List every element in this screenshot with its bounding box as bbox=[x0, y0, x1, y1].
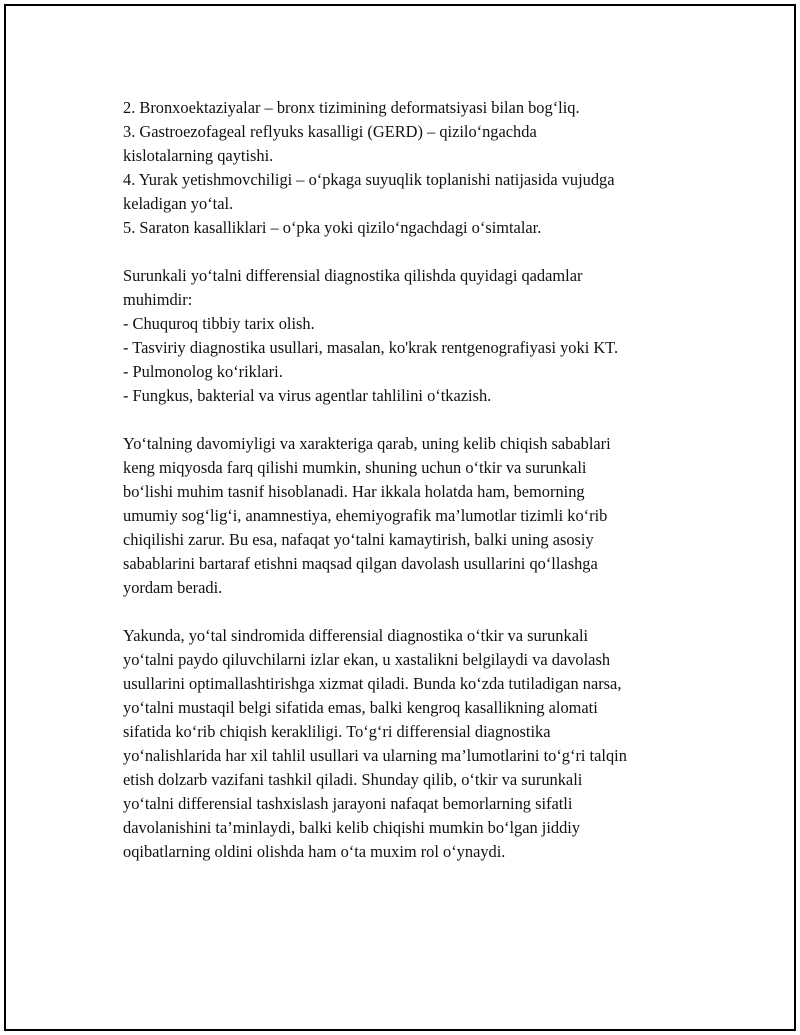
text-line: keng miqyosda farq qilishi mumkin, shuning uchun o‘tkir va surunkali bbox=[123, 458, 587, 477]
text-line: yo‘nalishlarida har xil tahlil usullari va ularning ma’lumotlarini to‘g‘ri talqin bbox=[123, 746, 627, 765]
text-line: oqibatlarning oldini olishda ham o‘ta muxim rol o‘ynaydi. bbox=[123, 842, 506, 861]
paragraph-classification bbox=[123, 432, 698, 600]
text-line: 2. Bronxoektaziyalar – bronx tizimining deformatsiyasi bilan bog‘liq. bbox=[123, 98, 580, 117]
text-line: muhimdir: bbox=[123, 290, 193, 309]
text-line: yo‘talni differensial tashxislash jarayoni nafaqat bemorlarning sifatli bbox=[123, 794, 573, 813]
text-line: Yakunda, yo‘tal sindromida differensial diagnostika o‘tkir va surunkali bbox=[123, 626, 589, 645]
text-line: davolanishini ta’minlaydi, balki kelib chiqishi mumkin bo‘lgan jiddiy bbox=[123, 818, 581, 837]
paragraph-disease-list bbox=[123, 96, 698, 240]
text-line: umumiy sog‘lig‘i, anamnestiya, ehemiyografik ma’lumotlar tizimli ko‘rib bbox=[123, 506, 608, 525]
paragraph-conclusion bbox=[123, 624, 698, 864]
text-line: 4. Yurak yetishmovchiligi – o‘pkaga suyuqlik toplanishi natijasida vujudga bbox=[123, 170, 615, 189]
text-line: keladigan yo‘tal. bbox=[123, 194, 234, 213]
text-line: kislotalarning qaytishi. bbox=[123, 146, 274, 165]
text-line: yo‘talni mustaqil belgi sifatida emas, balki kengroq kasallikning alomati bbox=[123, 698, 598, 717]
text-line: - Chuquroq tibbiy tarix olish. bbox=[123, 314, 315, 333]
text-line: chiqilishi zarur. Bu esa, nafaqat yo‘talni kamaytirish, balki uning asosiy bbox=[123, 530, 594, 549]
text-line: sabablarini bartaraf etishni maqsad qilgan davolash usullarini qo‘llashga bbox=[123, 554, 598, 573]
text-line: Yo‘talning davomiyligi va xarakteriga qarab, uning kelib chiqish sabablari bbox=[123, 434, 611, 453]
text-line: yo‘talni paydo qiluvchilarni izlar ekan, u xastalikni belgilaydi va davolash bbox=[123, 650, 611, 669]
text-line: bo‘lishi muhim tasnif hisoblanadi. Har ikkala holatda ham, bemorning bbox=[123, 482, 585, 501]
text-line: - Tasviriy diagnostika usullari, masalan, ko'krak rentgenografiyasi yoki KT. bbox=[123, 338, 619, 357]
text-line: Surunkali yo‘talni differensial diagnostika qilishda quyidagi qadamlar bbox=[123, 266, 583, 285]
paragraph-diagnostic-steps bbox=[123, 264, 698, 408]
text-line: usullarini optimallashtirishga xizmat qiladi. Bunda ko‘zda tutiladigan narsa, bbox=[123, 674, 622, 693]
text-line: yordam beradi. bbox=[123, 578, 223, 597]
text-line: 5. Saraton kasalliklari – o‘pka yoki qizilo‘ngachdagi o‘simtalar. bbox=[123, 218, 542, 237]
page-frame bbox=[4, 4, 796, 1031]
text-line: - Fungkus, bakterial va virus agentlar tahlilini o‘tkazish. bbox=[123, 386, 492, 405]
text-line: sifatida ko‘rib chiqish kerakliligi. To‘g‘ri differensial diagnostika bbox=[123, 722, 551, 741]
document-body bbox=[123, 96, 698, 888]
text-line: 3. Gastroezofageal reflyuks kasalligi (GERD) – qizilo‘ngachda bbox=[123, 122, 537, 141]
text-line: - Pulmonolog ko‘riklari. bbox=[123, 362, 283, 381]
text-line: etish dolzarb vazifani tashkil qiladi. Shunday qilib, o‘tkir va surunkali bbox=[123, 770, 583, 789]
